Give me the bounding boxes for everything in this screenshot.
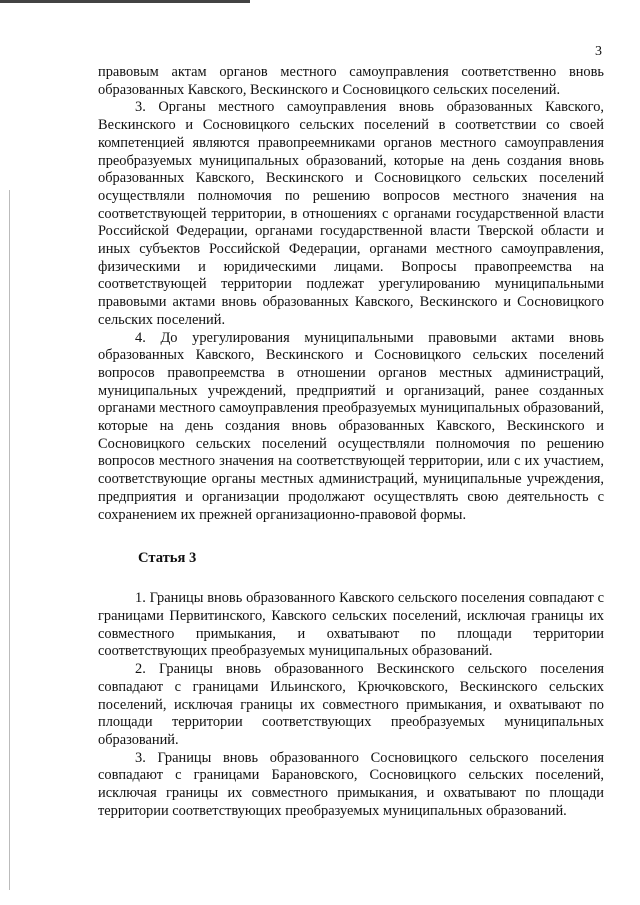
article-heading: Статья 3 xyxy=(138,550,197,567)
scan-edge-mark xyxy=(0,0,250,3)
page-number: 3 xyxy=(595,44,602,59)
paragraph-item-3: 3. Органы местного самоуправления вновь образованных Кавского, Вескинского и Сосновицкого сельских поселений в соответствии со своей компетенцией являются правопреемниками органов местного самоуправления преобразуемых муниципальных образований, которые на день создания вновь образованных Кавского, Вескинского и Сосновицкого сельских поселений осуществляли полномочия по решению вопросов местного значения на соответствующей территории, в отношениях с органами государственной власти Российской Федерации, органами государственной власти Тверской области и иных субъектов Российской Федерации, органами местного самоуправления, физическими и юридическими лицами. Вопросы правопреемства на соответствующей территории подлежат урегулированию муниципальными правовыми актами вновь образованных Кавского, Вескинского и Сосновицкого сельских поселений. xyxy=(98,99,604,328)
scan-margin-line xyxy=(9,190,10,890)
paragraph-item-4: 4. До урегулирования муниципальными правовыми актами вновь образованных Кавского, Вескинского и Сосновицкого сельских поселений вопросов правопреемства в отношении органов местных администраций, муниципальных учреждений, предприятий и организаций, ранее созданных органами местного самоуправления преобразуемых муниципальных образований, которые на день создания вновь образованных Кавского, Вескинского и Сосновицкого сельских поселений осуществляли полномочия по решению вопросов местного значения на соответствующей территории, или с их участием, соответствующие органы местных администраций, муниципальные учреждения, предприятия и организации продолжают осуществлять свою деятельность с сохранением их прежней организационно-правовой формы. xyxy=(98,329,604,523)
paragraph-continuation: правовым актам органов местного самоуправления соответственно вновь образованных Кавского, Вескинского и Сосновицкого сельских поселений. xyxy=(98,64,604,98)
article-3-item-3: 3. Границы вновь образованного Сосновицкого сельского поселения совпадают с границами Барановского, Сосновицкого сельских поселений, исключая границы их совместного примыкания, и охватывают по площади территории соответствующих преобразуемых муниципальных образований. xyxy=(98,749,604,819)
document-body xyxy=(98,64,604,820)
article-3-item-2: 2. Границы вновь образованного Вескинского сельского поселения совпадают с границами Ильинского, Крючковского, Вескинского сельских поселений, исключая границы их совместного примыкания, и охватывают по площади территории соответствующих преобразуемых муниципальных образований. xyxy=(98,661,604,748)
article-3-item-1: 1. Границы вновь образованного Кавского сельского поселения совпадают с границами Первитинского, Кавского сельских поселений, исключая границы их совместного примыкания, и охватывают по площади территории соответствующих преобразуемых муниципальных образований. xyxy=(98,590,604,660)
